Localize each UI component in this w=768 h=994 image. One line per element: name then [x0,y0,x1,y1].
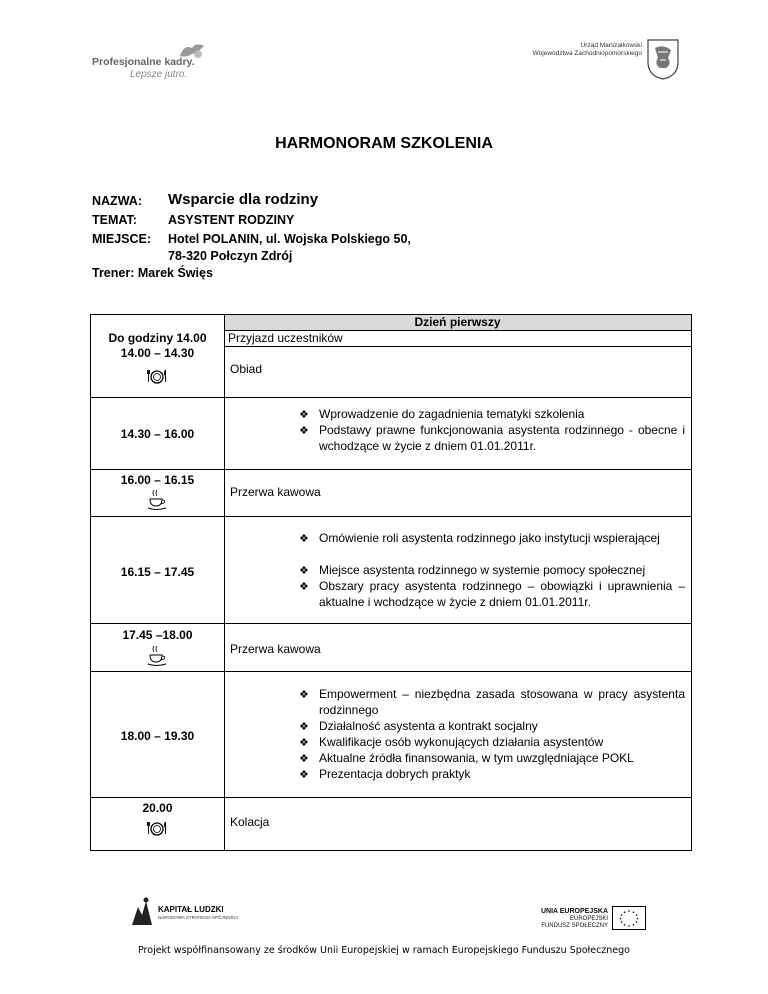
block3-item: Empowerment – niezbędna zasada stosowana w pracy asystenta rodzinnego [319,687,685,717]
time-block1: 14.30 – 16.00 [120,427,195,441]
block3-item: Działalność asystenta a kontrakt socjalny [319,719,538,733]
kapital-line1: KAPITAŁ LUDZKI [158,905,224,914]
time-obiad: 14.00 – 14.30 [120,346,195,360]
plate-cutlery-icon [147,819,167,837]
przerwa1-text: Przerwa kawowa [230,485,321,499]
bullet-icon: ❖ [299,721,309,733]
schedule-table [90,314,692,851]
coffee-cup-icon [147,489,167,511]
row-divider [91,469,691,470]
block1-item: Wprowadzenie do zagadnienia tematyki szkolenia [319,407,585,421]
ue-text [518,908,608,930]
block3-item: Aktualne źródła finansowania, w tym uwzględniające POKL [319,751,634,765]
eu-flag-icon [612,906,646,930]
logo-line2: Lepsze jutro. [130,69,188,80]
column-divider [224,315,225,850]
miejsce-line1: Hotel POLANIN, ul. Wojska Polskiego 50, [168,232,411,246]
ue-line3: FUNDUSZ SPOŁECZNY [541,923,608,929]
block2-item [319,531,685,547]
ue-line1: UNIA EUROPEJSKA [540,908,608,915]
row-divider [91,623,691,624]
profesjonalne-kadry-logo [92,40,212,82]
row-divider [224,346,691,347]
bullet-icon: ❖ [299,769,309,781]
block2-item: Obszary pracy asystenta rodzinnego – obowiązki i uprawnienia – aktualne i wchodzące w życie z dniem 01.01.2011r. [319,579,685,609]
miejsce-label: MIEJSCE: [92,232,152,246]
bullet-icon: ❖ [299,425,309,437]
ue-line2: EUROPEJSKI [569,916,608,922]
block2-item: Miejsce asystenta rodzinnego w systemie pomocy społecznej [319,563,646,577]
temat-value: ASYSTENT RODZINY [168,213,295,227]
bullet-icon: ❖ [299,565,309,577]
page-title: HARMONORAM SZKOLENIA [275,135,493,152]
bullet-icon: ❖ [299,689,309,701]
obiad-text: Obiad [230,362,263,376]
day-header: Dzień pierwszy [224,315,691,331]
plate-cutlery-icon [147,367,167,385]
time-arrival: Do godziny 14.00 [108,331,207,345]
kolacja-text: Kolacja [230,815,270,829]
przerwa2-text: Przerwa kawowa [230,642,321,656]
coat-of-arms-icon [646,38,680,80]
time-kolacja: 20.00 [142,801,173,815]
block1-item: Podstawy prawne funkcjonowania asystenta rodzinnego - obecne i wchodzące w życie z dniem 01.01.2011r. [319,423,685,453]
bullet-icon: ❖ [299,753,309,765]
temat-label: TEMAT: [92,213,137,227]
time-block2: 16.15 – 17.45 [120,565,195,579]
kapital-line2: NARODOWA STRATEGIA SPÓJNOŚCI [158,915,239,920]
row-divider [91,397,691,398]
row-divider [91,516,691,517]
coffee-cup-icon [147,645,167,667]
kapital-ludzki-mark-icon [128,897,154,927]
kapital-ludzki-logo [128,895,238,929]
urzad-line1: Urząd Marszałkowski [580,42,642,49]
miejsce-line2: 78-320 Połczyn Zdrój [168,249,293,263]
row-divider [91,671,691,672]
nazwa-label: NAZWA: [92,194,142,208]
urzad-marszalkowski-text [520,42,642,58]
time-block3: 18.00 – 19.30 [120,729,195,743]
bullet-icon: ❖ [299,581,309,593]
time-przerwa1: 16.00 – 16.15 [120,473,195,487]
block3-item: Kwalifikacje osób wykonujących działania asystentów [319,735,604,749]
block3-item: Prezentacja dobrych praktyk [319,767,471,781]
footer-funding-text: Projekt współfinansowany ze środków Unii Europejskiej w ramach Europejskiego Funduszu Społecznego [138,945,630,956]
time-przerwa2: 17.45 –18.00 [122,628,193,642]
trener: Trener: Marek Święs [92,266,213,280]
nazwa-value: Wsparcie dla rodziny [168,191,319,208]
block2-item-text: Omówienie roli asystenta rodzinnego jako instytucji wspierającej [319,531,660,545]
logo-line1: Profesjonalne kadry. [92,56,195,68]
bullet-icon: ❖ [299,737,309,749]
arrival-text: Przyjazd uczestników [228,331,343,345]
row-divider [91,797,691,798]
bullet-icon: ❖ [299,409,309,421]
bullet-icon: ❖ [299,533,309,545]
urzad-line2: Województwa Zachodniopomorskiego [532,50,642,57]
